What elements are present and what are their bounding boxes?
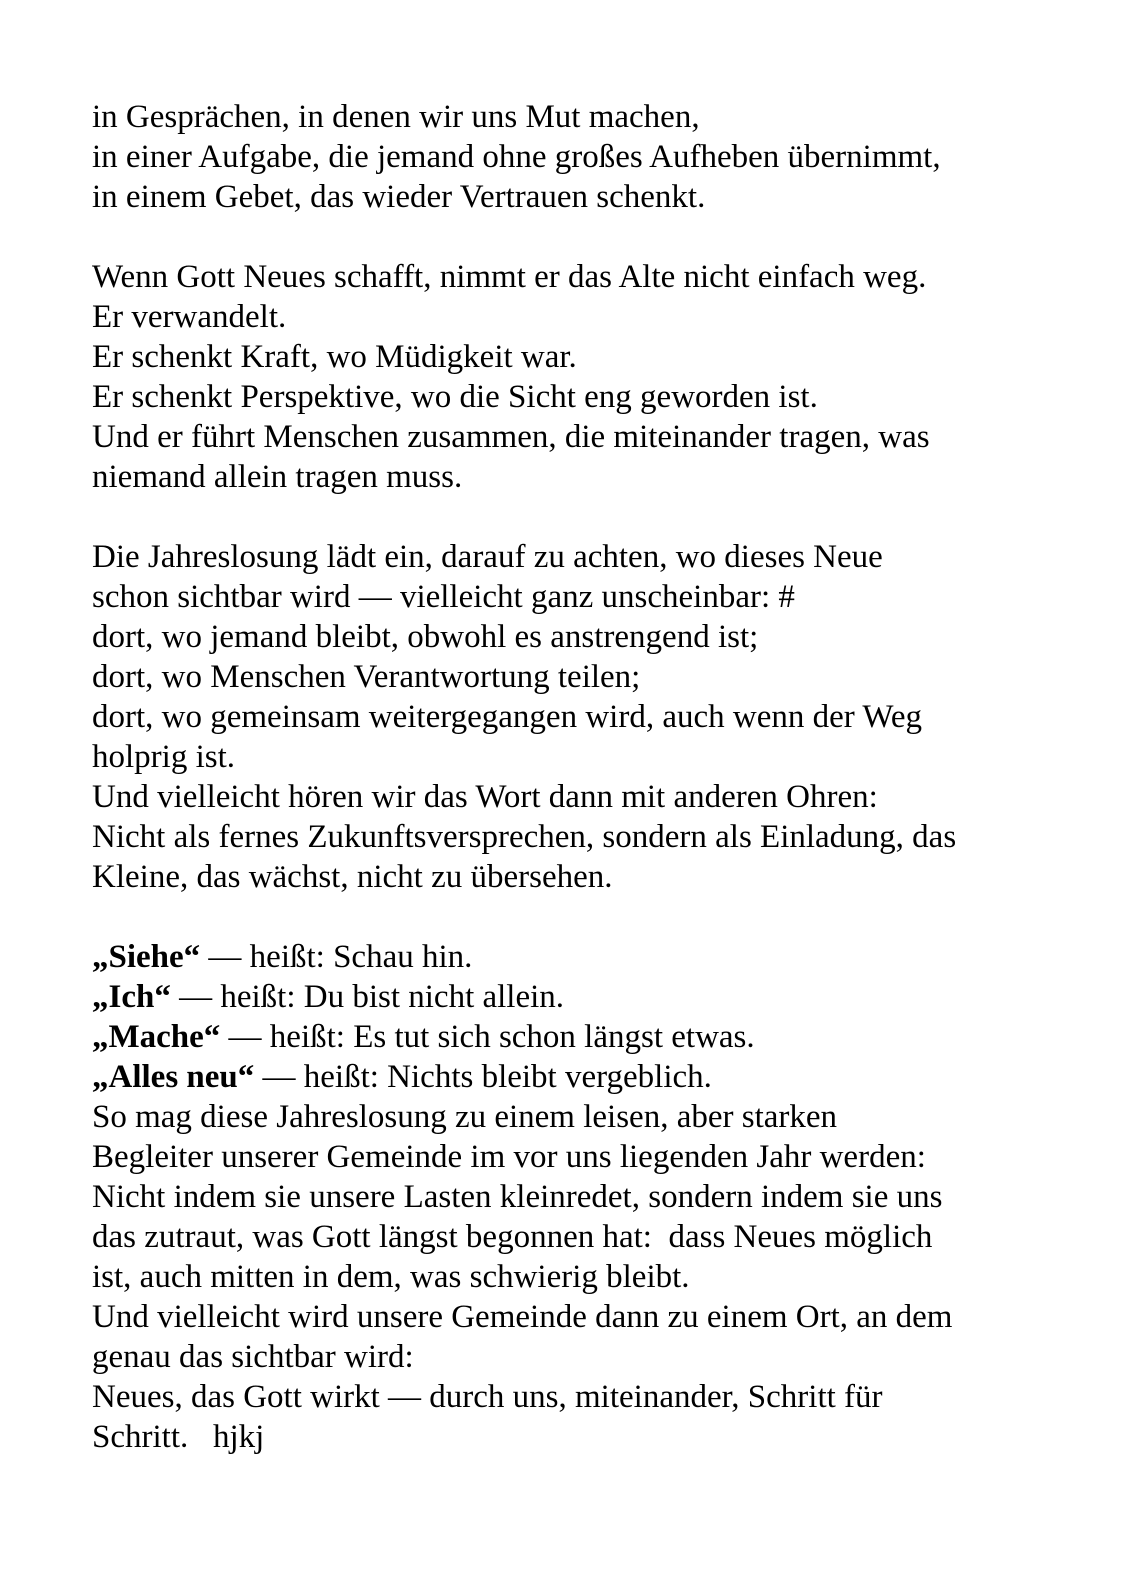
text-line <box>92 177 1075 217</box>
text-segment: Neues, das Gott wirkt — durch uns, miteinander, Schritt für <box>92 1379 883 1415</box>
text-segment: schon sichtbar wird — vielleicht ganz unscheinbar: # <box>92 579 795 615</box>
text-segment: — heißt: Nichts bleibt vergeblich. <box>254 1059 712 1095</box>
text-line <box>92 337 1075 377</box>
text-segment: — heißt: Du bist nicht allein. <box>170 979 565 1015</box>
text-segment: Schritt. hjkj <box>92 1419 265 1455</box>
paragraph-4 <box>92 937 1075 1457</box>
paragraph-1 <box>92 97 1075 217</box>
text-line <box>92 1377 1075 1417</box>
text-segment: in einem Gebet, das wieder Vertrauen schenkt. <box>92 179 706 215</box>
paragraph-3 <box>92 537 1075 897</box>
text-segment: Die Jahreslosung lädt ein, darauf zu achten, wo dieses Neue <box>92 539 883 575</box>
text-line <box>92 777 1075 817</box>
text-line <box>92 1417 1075 1457</box>
text-segment: genau das sichtbar wird: <box>92 1339 414 1375</box>
text-line <box>92 1097 1075 1137</box>
text-segment: niemand allein tragen muss. <box>92 459 463 495</box>
text-segment: Wenn Gott Neues schafft, nimmt er das Alte nicht einfach weg. <box>92 259 927 295</box>
text-segment: dort, wo Menschen Verantwortung teilen; <box>92 659 641 695</box>
text-line <box>92 817 1075 857</box>
text-segment: Er verwandelt. <box>92 299 287 335</box>
text-line <box>92 377 1075 417</box>
text-segment: Und vielleicht hören wir das Wort dann mit anderen Ohren: <box>92 779 878 815</box>
bold-text-segment: „Siehe“ <box>92 939 201 975</box>
text-segment: Nicht als fernes Zukunftsversprechen, sondern als Einladung, das <box>92 819 957 855</box>
bold-text-segment: „Alles neu“ <box>92 1059 255 1095</box>
text-segment: Er schenkt Kraft, wo Müdigkeit war. <box>92 339 577 375</box>
text-segment: Und vielleicht wird unsere Gemeinde dann zu einem Ort, an dem <box>92 1299 953 1335</box>
text-segment: Kleine, das wächst, nicht zu übersehen. <box>92 859 613 895</box>
text-segment: — heißt: Schau hin. <box>200 939 473 975</box>
text-segment: dort, wo gemeinsam weitergegangen wird, auch wenn der Weg <box>92 699 923 735</box>
text-segment: So mag diese Jahreslosung zu einem leisen, aber starken <box>92 1099 838 1135</box>
text-line <box>92 1057 1075 1097</box>
text-line <box>92 577 1075 617</box>
text-segment: — heißt: Es tut sich schon längst etwas. <box>220 1019 755 1055</box>
text-line <box>92 297 1075 337</box>
text-segment: in Gesprächen, in denen wir uns Mut machen, <box>92 99 700 135</box>
text-segment: Nicht indem sie unsere Lasten kleinredet, sondern indem sie uns <box>92 1179 943 1215</box>
text-segment: das zutraut, was Gott längst begonnen hat: dass Neues möglich <box>92 1219 933 1255</box>
text-line <box>92 937 1075 977</box>
text-line <box>92 1177 1075 1217</box>
text-line <box>92 457 1075 497</box>
text-line <box>92 1337 1075 1377</box>
text-line <box>92 1217 1075 1257</box>
text-line <box>92 697 1075 737</box>
text-line <box>92 657 1075 697</box>
text-line <box>92 1137 1075 1177</box>
bold-text-segment: „Mache“ <box>92 1019 221 1055</box>
text-line <box>92 257 1075 297</box>
text-line <box>92 737 1075 777</box>
text-line <box>92 1017 1075 1057</box>
text-segment: in einer Aufgabe, die jemand ohne großes Aufheben übernimmt, <box>92 139 941 175</box>
text-line <box>92 537 1075 577</box>
text-line <box>92 137 1075 177</box>
text-segment: Er schenkt Perspektive, wo die Sicht eng geworden ist. <box>92 379 818 415</box>
text-segment: holprig ist. <box>92 739 236 775</box>
text-segment: Begleiter unserer Gemeinde im vor uns liegenden Jahr werden: <box>92 1139 926 1175</box>
text-line <box>92 417 1075 457</box>
text-line <box>92 857 1075 897</box>
text-line <box>92 617 1075 657</box>
text-line <box>92 1297 1075 1337</box>
bold-text-segment: „Ich“ <box>92 979 171 1015</box>
text-line <box>92 1257 1075 1297</box>
text-segment: ist, auch mitten in dem, was schwierig bleibt. <box>92 1259 690 1295</box>
text-line <box>92 97 1075 137</box>
text-segment: Und er führt Menschen zusammen, die miteinander tragen, was <box>92 419 930 455</box>
text-segment: dort, wo jemand bleibt, obwohl es anstrengend ist; <box>92 619 759 655</box>
text-line <box>92 977 1075 1017</box>
paragraph-2 <box>92 257 1075 497</box>
document-text <box>92 97 1075 1457</box>
